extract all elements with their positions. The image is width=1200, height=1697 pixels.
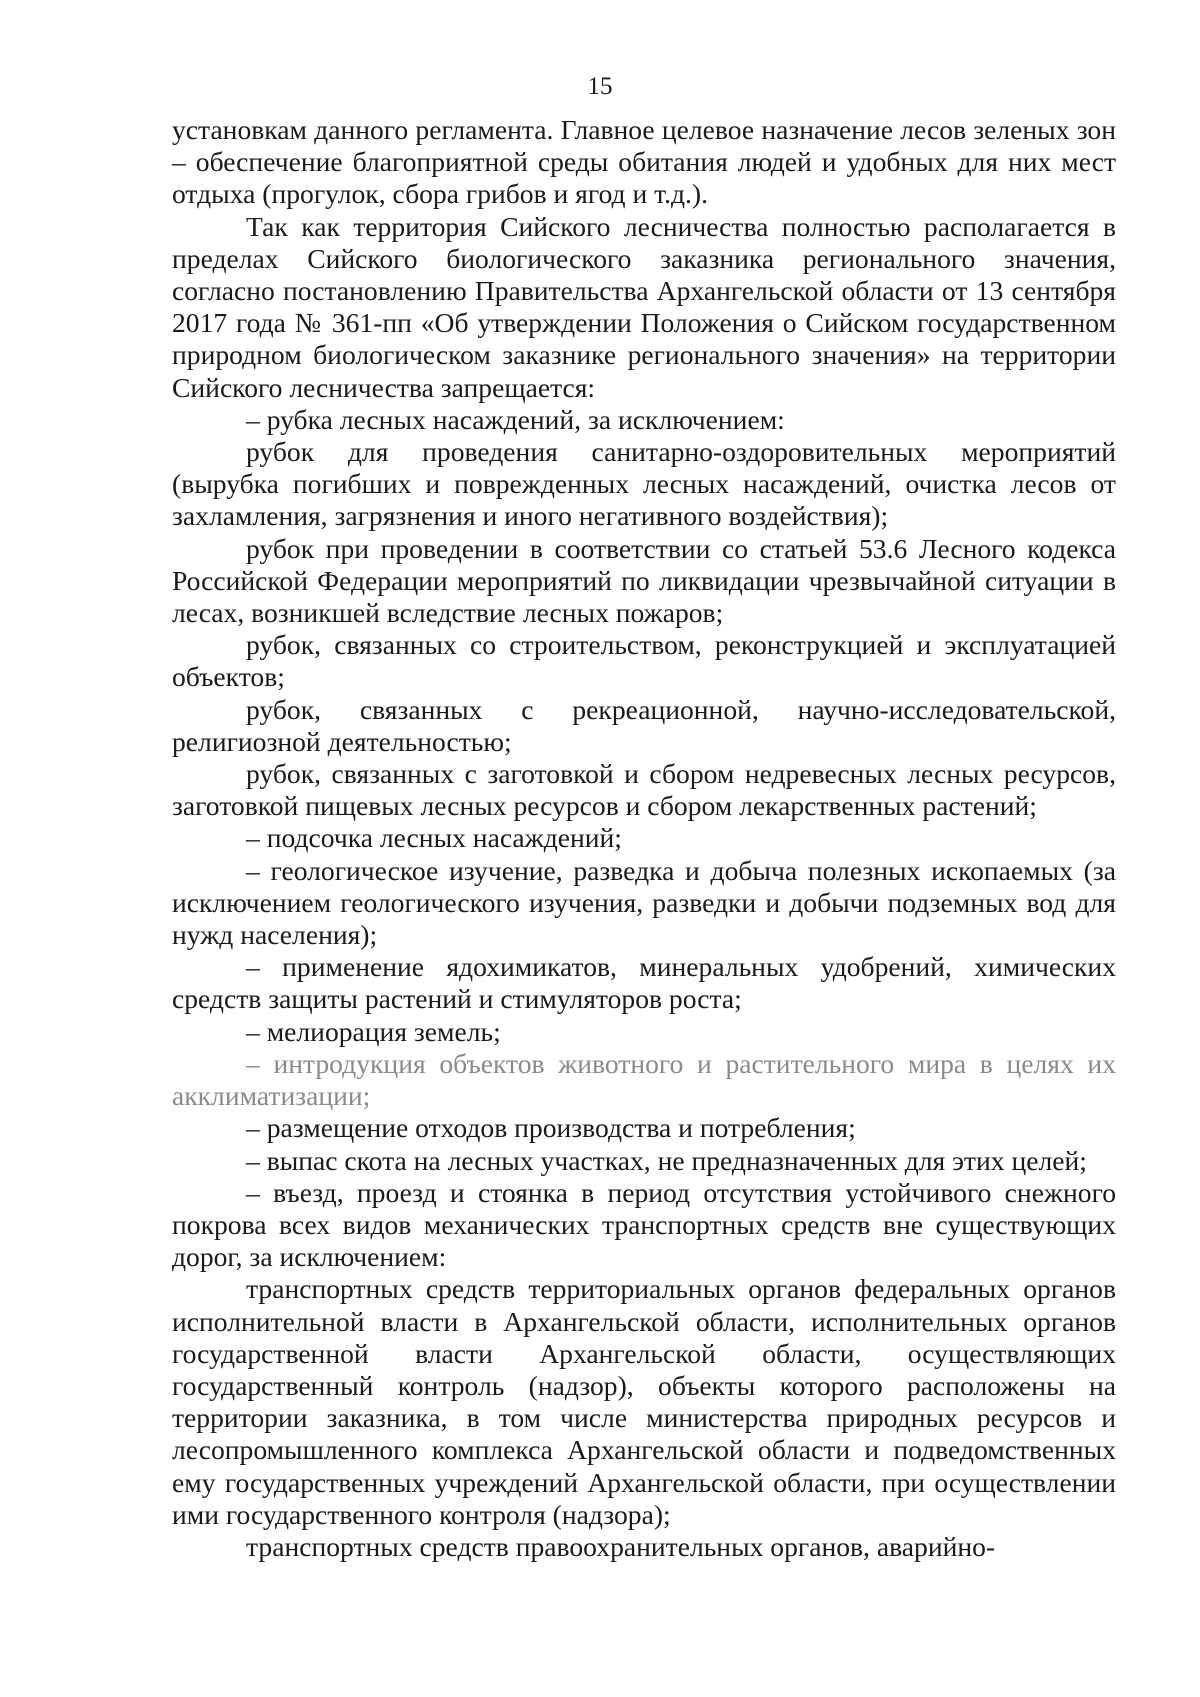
paragraph-9: – подсочка лесных насаждений; (246, 822, 622, 854)
paragraph-4: рубок для проведения санитарно-оздоровительных мероприятий (вырубка погибших и поврежденных лесных насаждений, очистка лесов от захламления, загрязнения и иного негативного воздействия); (172, 436, 1116, 532)
page-number: 15 (587, 73, 613, 100)
paragraph-7: рубок, связанных с рекреационной, научно-исследовательской, религиозной деятельностью; (172, 693, 1116, 757)
paragraph-2: Так как территория Сийского лесничества полностью располагается в пределах Сийского биологического заказника регионального значения, согласно постановлению Правительства Архангельской области от 13 сентября 2017 года № 361-пп «Об утверждении Положения о Сийском государственном природном биологическом заказнике регионального значения» на территории Сийского лесничества запрещается: (172, 210, 1116, 403)
paragraph-17: транспортных средств территориальных органов федеральных органов исполнительной власти в Архангельской области, исполнительных органов государственной власти Архангельской области, осуществляющих государственный контроль (надзор), объекты которого расположены на территории заказника, в том числе министерства природных ресурсов и лесопромышленного комплекса Архангельской области и подведомственных ему государственных учреждений Архангельской области, при осуществлении ими государственного контроля (надзора); (172, 1273, 1116, 1530)
paragraph-12: – мелиорация земель; (246, 1015, 501, 1047)
paragraph-15: – выпас скота на лесных участках, не предназначенных для этих целей; (246, 1144, 1087, 1176)
paragraph-11: – применение ядохимикатов, минеральных удобрений, химических средств защиты растений и стимуляторов роста; (172, 951, 1116, 1015)
paragraph-14: – размещение отходов производства и потребления; (246, 1112, 856, 1144)
paragraph-13: – интродукция объектов животного и растительного мира в целях их акклиматизации; (172, 1047, 1116, 1112)
paragraph-8: рубок, связанных с заготовкой и сбором недревесных лесных ресурсов, заготовкой пищевых лесных ресурсов и сбором лекарственных растений; (172, 758, 1116, 822)
paragraph-10: – геологическое изучение, разведка и добыча полезных ископаемых (за исключением геологического изучения, разведки и добычи подземных вод для нужд населения); (172, 854, 1116, 951)
paragraph-5: рубок при проведении в соответствии со статьей 53.6 Лесного кодекса Российской Федерации мероприятий по ликвидации чрезвычайной ситуации в лесах, возникшей вследствие лесных пожаров; (172, 532, 1116, 629)
paragraph-1: установкам данного регламента. Главное целевое назначение лесов зеленых зон – обеспечение благоприятной среды обитания людей и удобных для них мест отдыха (прогулок, сбора грибов и ягод и т.д.). (172, 114, 1116, 210)
paragraph-3: – рубка лесных насаждений, за исключением: (246, 403, 785, 435)
paragraph-6: рубок, связанных со строительством, реконструкцией и эксплуатацией объектов; (172, 629, 1116, 693)
paragraph-16: – въезд, проезд и стоянка в период отсутствия устойчивого снежного покрова всех видов механических транспортных средств вне существующих дорог, за исключением: (172, 1176, 1116, 1273)
document-body (172, 114, 1116, 1563)
paragraph-18: транспортных средств правоохранительных органов, аварийно- (246, 1530, 996, 1562)
